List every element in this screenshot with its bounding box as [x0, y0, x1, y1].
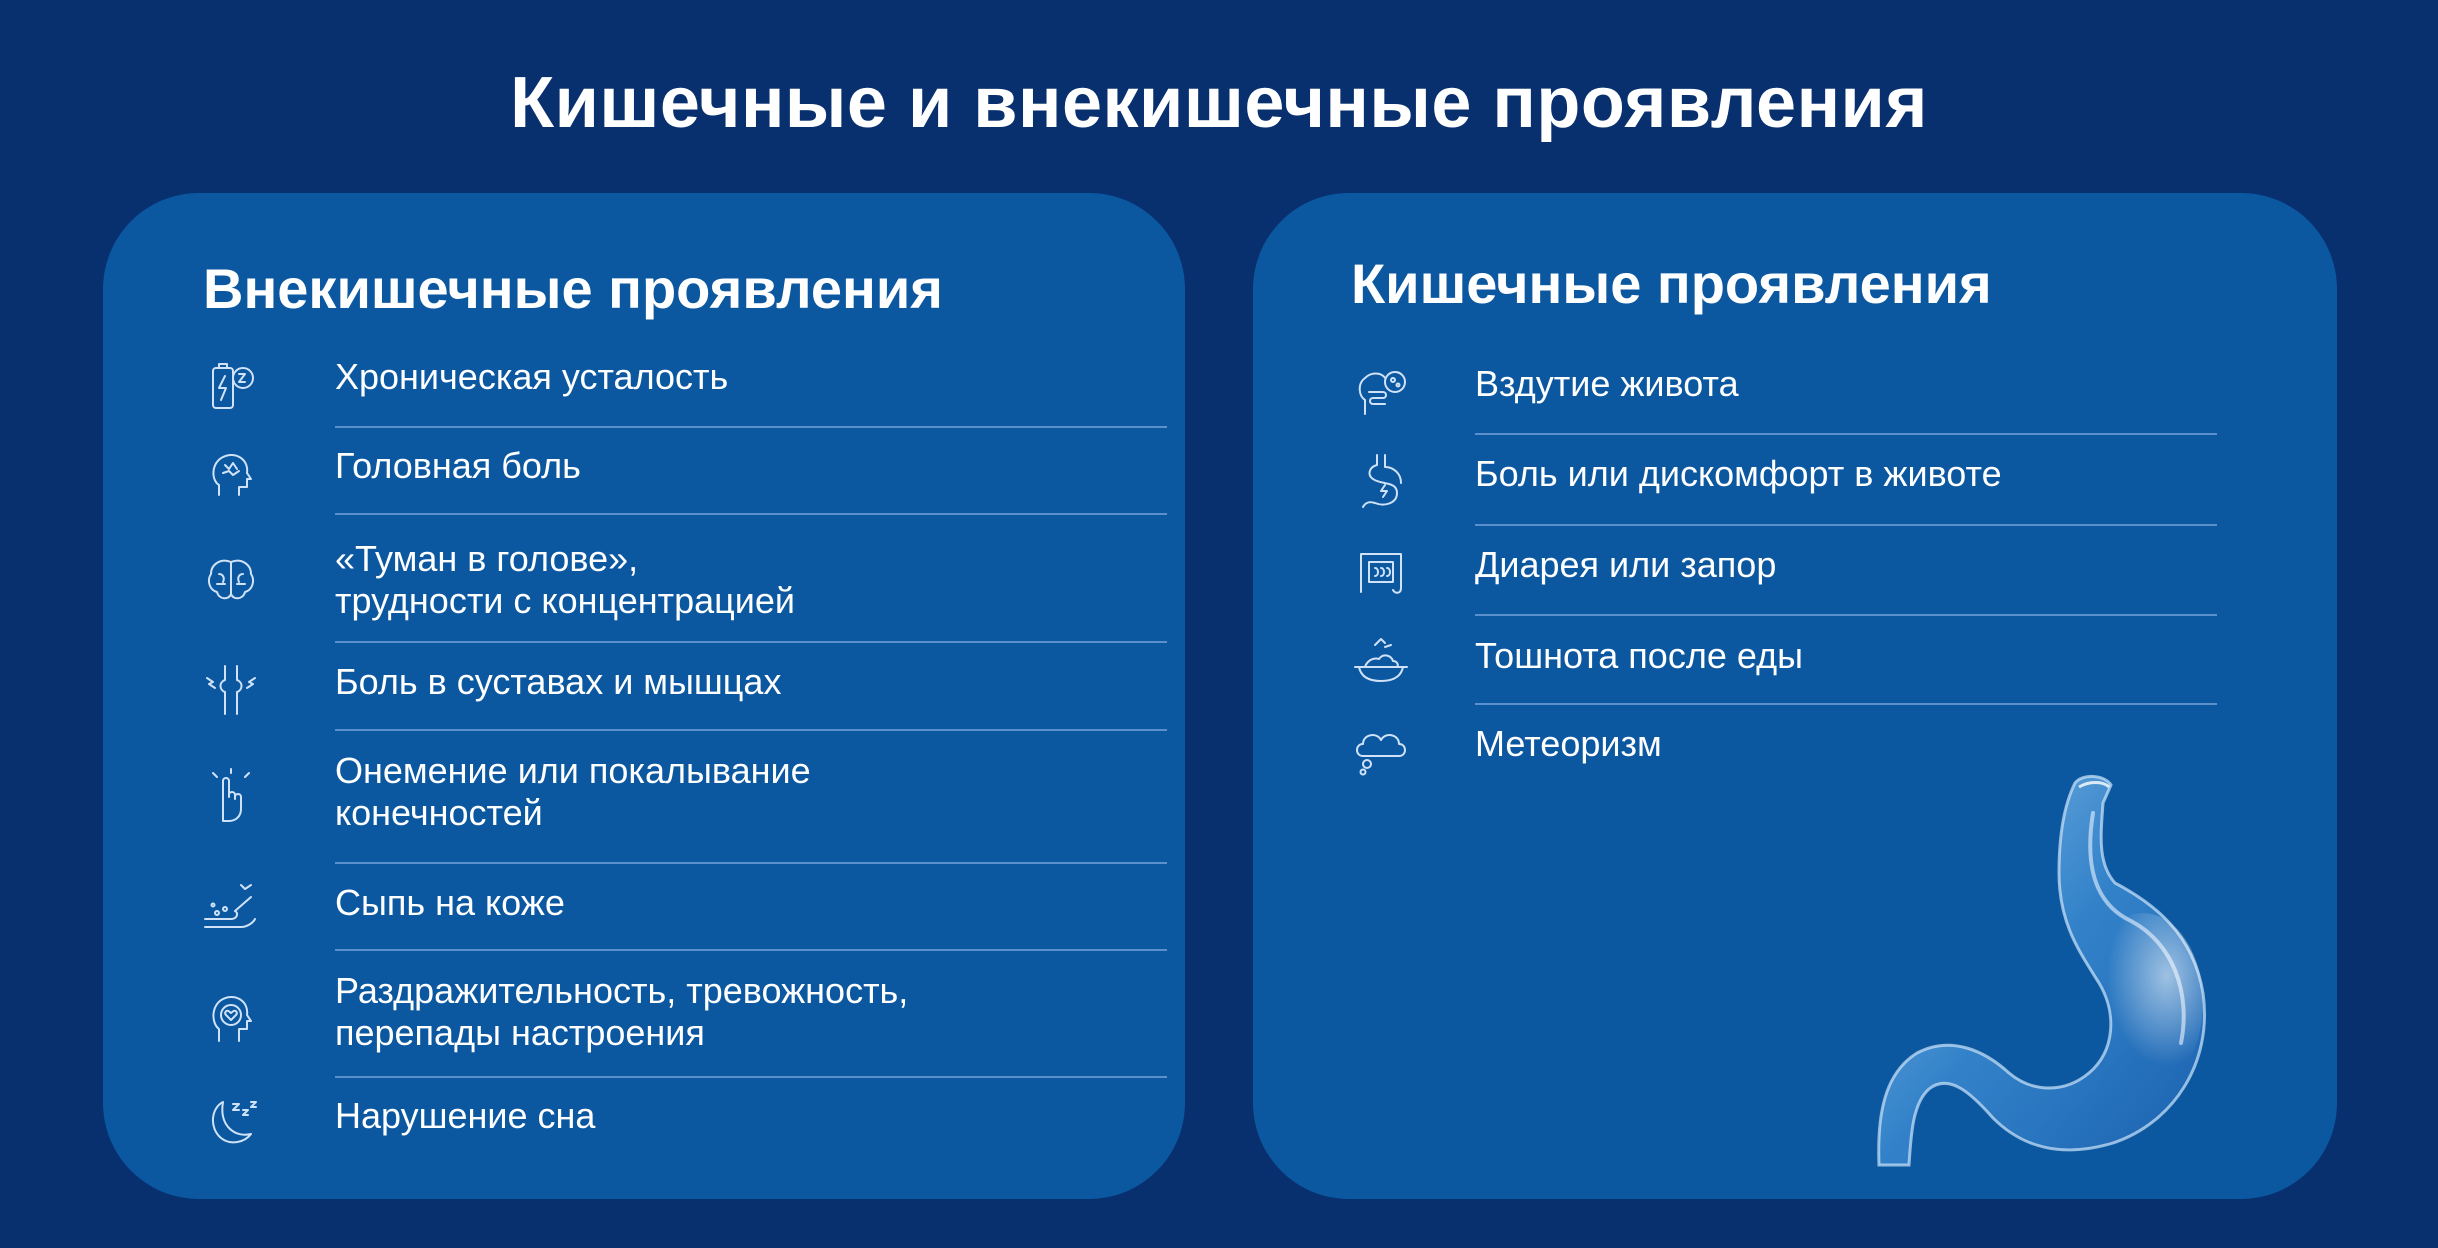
- bloating-icon: [1351, 360, 1411, 420]
- item-label: Тошнота после еды: [1475, 635, 1803, 676]
- item-label: Вздутие живота: [1475, 363, 1739, 404]
- moon-sleep-icon: [201, 1094, 261, 1154]
- divider: [335, 729, 1167, 731]
- food-nausea-icon: [1351, 631, 1411, 691]
- divider: [335, 641, 1167, 643]
- item-label: Метеоризм: [1475, 723, 1662, 764]
- skin-rash-icon: [201, 879, 261, 939]
- battery-fatigue-icon: [201, 356, 261, 416]
- joint-pain-icon: [201, 660, 261, 720]
- item-label-line: конечностей: [335, 792, 543, 833]
- item-label: Боль или дискомфорт в животе: [1475, 453, 2002, 494]
- intestine-icon: [1351, 542, 1411, 602]
- item-label: Сыпь на коже: [335, 882, 565, 923]
- item-label: Диарея или запор: [1475, 544, 1777, 585]
- item-label: Головная боль: [335, 445, 581, 486]
- divider: [1475, 614, 2217, 616]
- intestinal-card: [1253, 193, 2337, 1199]
- divider: [335, 949, 1167, 951]
- item-label-line: Онемение или покалывание: [335, 750, 811, 791]
- item-label-line: перепады настроения: [335, 1012, 705, 1053]
- extraintestinal-card: [103, 193, 1185, 1199]
- head-heart-icon: [201, 987, 261, 1047]
- divider: [335, 513, 1167, 515]
- divider: [335, 1076, 1167, 1078]
- divider: [1475, 703, 2217, 705]
- stomach-pain-icon: [1351, 451, 1411, 511]
- gas-cloud-icon: [1351, 720, 1411, 780]
- extraintestinal-title: Внекишечные проявления: [203, 257, 943, 320]
- item-label-line: трудности с концентрацией: [335, 580, 795, 621]
- divider: [335, 862, 1167, 864]
- finger-tingling-icon: [201, 767, 261, 827]
- page-title: Кишечные и внекишечные проявления: [510, 63, 1928, 143]
- divider: [335, 426, 1167, 428]
- divider: [1475, 433, 2217, 435]
- item-label-line: Раздражительность, тревожность,: [335, 970, 909, 1011]
- stomach-illustration: [1853, 773, 2313, 1193]
- head-pain-icon: [201, 445, 261, 505]
- item-label-line: «Туман в голове»,: [335, 538, 639, 579]
- intestinal-title: Кишечные проявления: [1351, 252, 1992, 315]
- item-label: Нарушение сна: [335, 1095, 596, 1136]
- divider: [1475, 524, 2217, 526]
- item-label: Боль в суставах и мышцах: [335, 661, 782, 702]
- item-label: Хроническая усталость: [335, 356, 729, 397]
- brain-icon: [201, 550, 261, 610]
